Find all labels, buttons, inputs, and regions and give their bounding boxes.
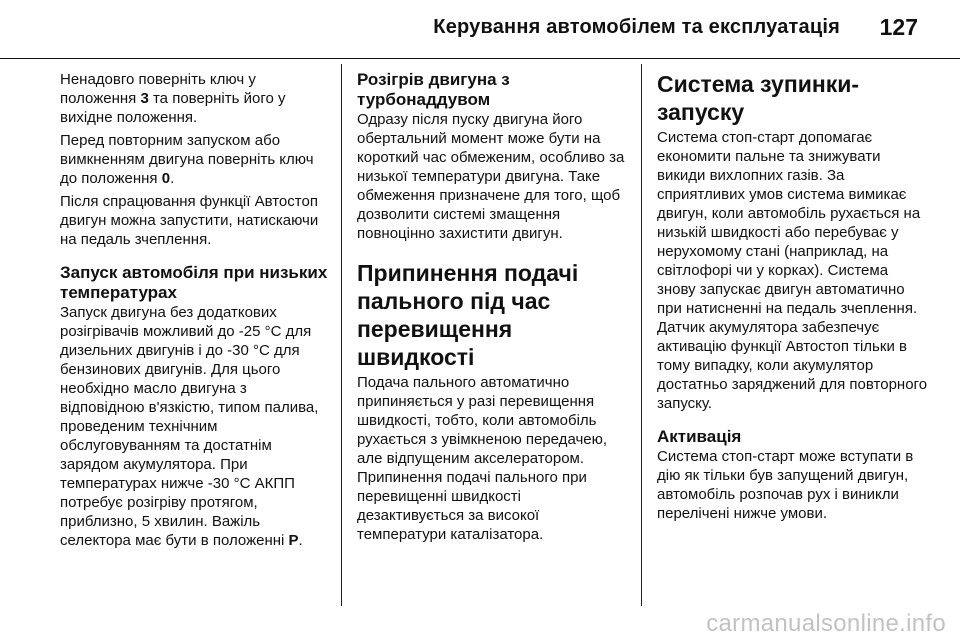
paragraph-autostop-restart: Після спрацювання функції Автостоп двигун можна запустити, натискаючи на педаль зчеплення.	[60, 193, 319, 248]
paragraph-activation: Система стоп-старт може вступати в дію як тільки був запущений двигун, автомобіль розпочав рух і виникли перелічені нижче умови.	[657, 448, 914, 522]
heading-fuel-cutoff: Припинення подачі пального під час перевищення швидкості	[357, 260, 579, 370]
page-number: 127	[879, 14, 918, 40]
paragraph-cold-start: Запуск двигуна без додаткових розігрівачів можливий до -25 °C для дизельних двигунів і до -30 °C для бензинових двигунів. Для цього необхідно масло двигуна з відповідною в'язкістю, типом палива, проведеним технічним обслуговуванням та достатнім зарядом акумулятора. При температурах нижче -30 °C АКПП потребує розігріву протягом, приблизно, 5 хвилин. Важіль селектора має бути в положенні P.	[60, 304, 319, 549]
paragraph-turbo-warmup: Одразу після пуску двигуна його обертальний момент може бути на короткий час обмеженим, особливо за низької температури двигуна. Таке обмеження призначене для того, щоб дозволити системі змащення повноцінно захистити двигун.	[357, 111, 625, 242]
paragraph-key-position-0: Перед повторним запуском або вимкненням двигуна поверніть ключ до положення 0.	[60, 132, 314, 187]
column-3	[657, 70, 929, 527]
running-title: Керування автомобілем та експлуатація	[433, 16, 840, 38]
column-1	[60, 70, 332, 554]
heading-turbo-warmup: Розігрів двигуна з турбонаддувом	[357, 70, 510, 109]
selector-position-p: P	[288, 532, 299, 549]
header-rule	[0, 58, 960, 59]
paragraph-stop-start-system: Система стоп-старт допомагає економити пальне та знижувати викиди вихлопних газів. За сприятливих умов система вимикає двигун, коли автомобіль рухається на низькій швидкості або перебуває у нерухомому стані (наприклад, на світлофорі чи у корках). Система знову запускає двигун автоматично при натисненні на педаль зчеплення. Датчик акумулятора забезпечує активацію функції Автостоп тільки в тому випадку, коли акумулятор достатньо заряджений для повторного запуску.	[657, 129, 928, 412]
paragraph-fuel-cutoff: Подача пального автоматично припиняється у разі перевищення швидкості, тобто, коли автомобіль рухається з увімкненою передачею, але відпущеним акселератором. Припинення подачі пального при перевищенні швидкості дезактивується за високої температури каталізатора.	[357, 374, 608, 543]
key-position-3: 3	[140, 90, 149, 107]
heading-stop-start-system: Система зупинки-запуску	[657, 71, 860, 125]
watermark: carmanualsonline.info	[706, 610, 946, 637]
key-position-0: 0	[161, 170, 171, 187]
heading-cold-start: Запуск автомобіля при низьких температурах	[60, 263, 328, 302]
column-divider-1	[341, 64, 342, 606]
column-divider-2	[641, 64, 642, 606]
page-header	[0, 0, 960, 52]
paragraph-key-position-3: Ненадовго поверніть ключ у положення 3 та поверніть його у вихідне положення.	[60, 71, 286, 126]
column-2	[357, 70, 625, 548]
heading-activation: Активація	[657, 427, 742, 446]
